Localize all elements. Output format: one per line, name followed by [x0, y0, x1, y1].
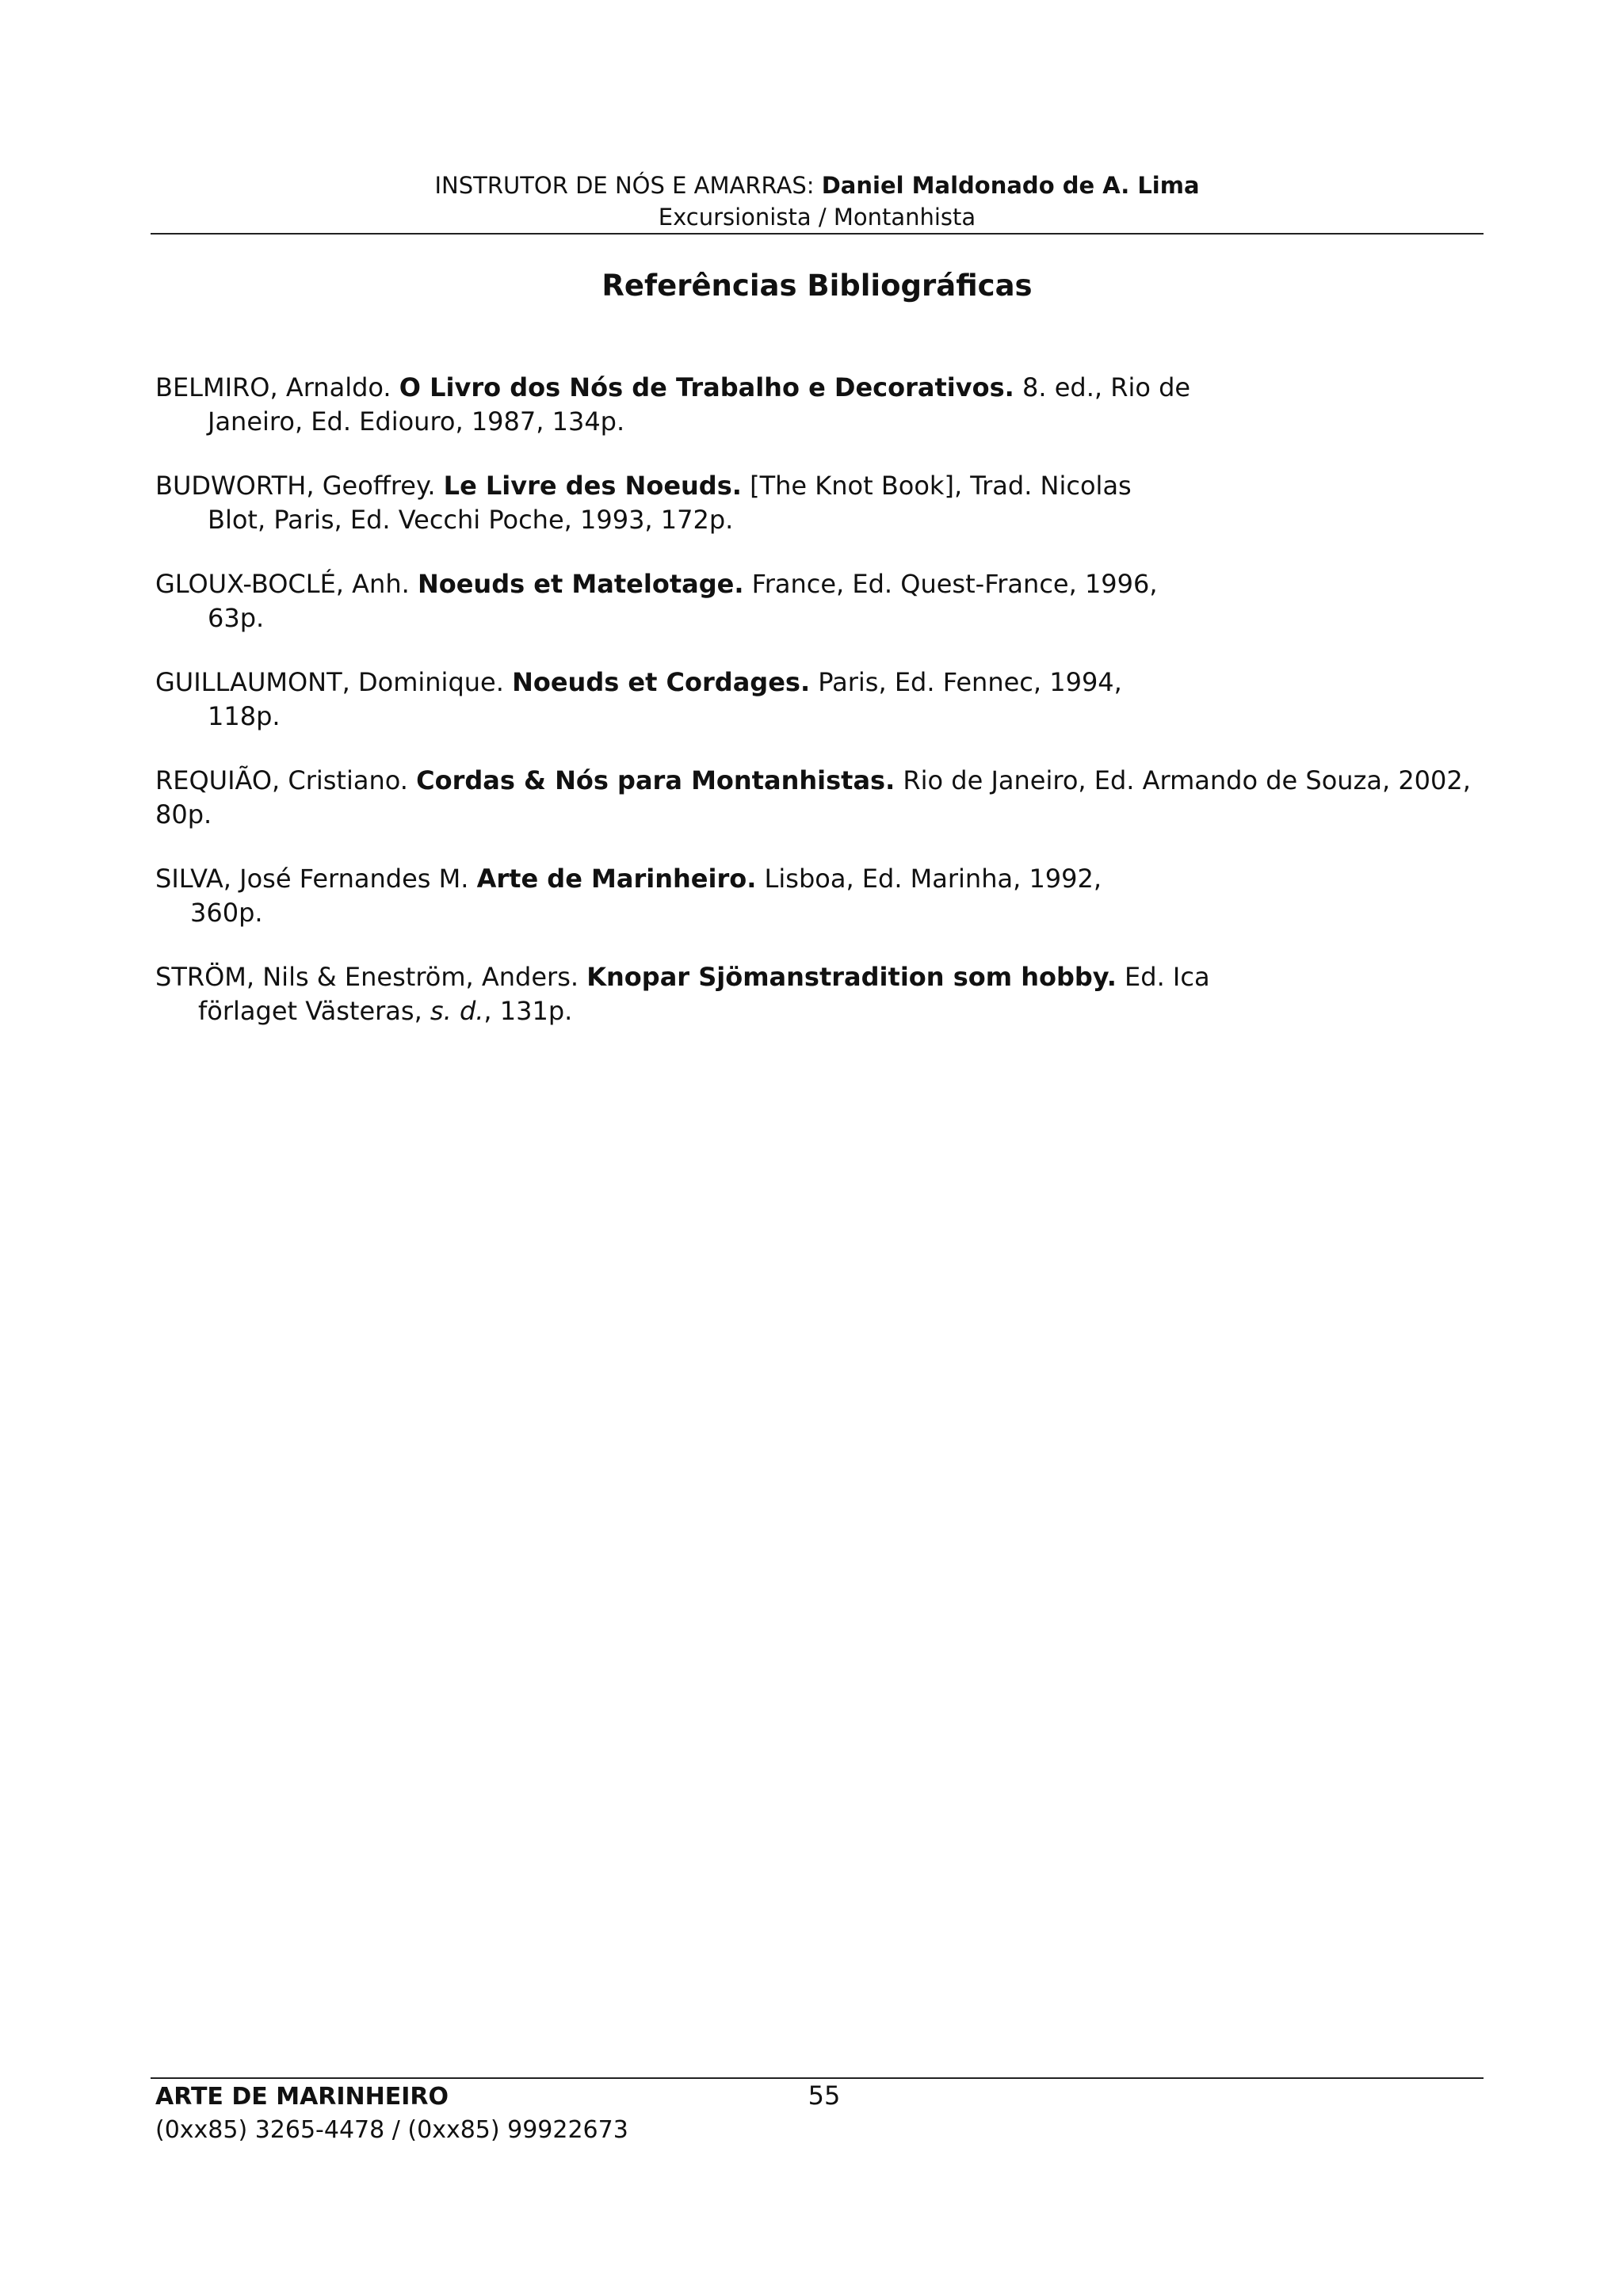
reference-title: Arte de Marinheiro.	[476, 864, 757, 894]
reference-continuation: Blot, Paris, Ed. Vecchi Poche, 1993, 172p.	[208, 505, 734, 535]
footer-book-title: ARTE DE MARINHEIRO	[155, 2083, 449, 2111]
reference-author: STRÖM, Nils & Eneström, Anders.	[155, 962, 587, 992]
page-number: 55	[808, 2081, 841, 2111]
reference-details: [The Knot Book], Trad. Nicolas	[741, 471, 1132, 501]
reference-author: BUDWORTH, Geoffrey.	[155, 471, 444, 501]
page-footer	[155, 2081, 628, 2147]
reference-continuation: 63p.	[208, 603, 265, 633]
reference-item	[155, 567, 1487, 635]
reference-item	[155, 764, 1487, 832]
header-course: INSTRUTOR DE NÓS E AMARRAS:	[434, 172, 822, 199]
reference-details: 8. ed., Rio de	[1014, 372, 1191, 402]
reference-continuation: 80p.	[155, 799, 212, 830]
header-author: Daniel Maldonado de A. Lima	[821, 172, 1200, 199]
footer-phones: (0xx85) 3265-4478 / (0xx85) 99922673	[155, 2116, 628, 2144]
header-line-1	[151, 170, 1484, 201]
reference-continuation	[155, 994, 1487, 1028]
reference-title: Le Livre des Noeuds.	[443, 471, 742, 501]
reference-details: Paris, Ed. Fennec, 1994,	[810, 667, 1122, 697]
reference-title: Knopar Sjömanstradition som hobby.	[586, 962, 1117, 992]
reference-continuation: 118p.	[208, 701, 281, 731]
reference-no-date: s. d.	[430, 996, 484, 1026]
reference-title: Noeuds et Cordages.	[512, 667, 811, 697]
reference-author: BELMIRO, Arnaldo.	[155, 372, 399, 402]
reference-author: SILVA, José Fernandes M.	[155, 864, 477, 894]
reference-details: Rio de Janeiro, Ed. Armando de Souza, 2002,	[895, 765, 1471, 795]
reference-pages: , 131p.	[483, 996, 573, 1026]
reference-item	[155, 666, 1487, 734]
reference-publisher: förlaget Västeras,	[198, 996, 430, 1026]
reference-item	[155, 371, 1487, 439]
reference-details: Lisboa, Ed. Marinha, 1992,	[756, 864, 1102, 894]
reference-author: GLOUX-BOCLÉ, Anh.	[155, 569, 418, 599]
page-title: Referências Bibliográficas	[601, 269, 1033, 303]
reference-continuation: 360p.	[190, 898, 263, 928]
reference-title: O Livro dos Nós de Trabalho e Decorativos.	[399, 372, 1014, 402]
header-line-2: Excursionista / Montanhista	[658, 204, 976, 231]
reference-details: France, Ed. Quest-France, 1996,	[743, 569, 1158, 599]
reference-item	[155, 960, 1487, 1028]
reference-details: Ed. Ica	[1116, 962, 1210, 992]
reference-list	[155, 371, 1487, 1058]
page-header	[151, 170, 1484, 233]
reference-author: GUILLAUMONT, Dominique.	[155, 667, 513, 697]
reference-title: Cordas & Nós para Montanhistas.	[416, 765, 896, 795]
reference-item	[155, 469, 1487, 537]
reference-item	[155, 862, 1487, 930]
reference-continuation: Janeiro, Ed. Ediouro, 1987, 134p.	[208, 406, 625, 437]
header-divider	[151, 233, 1484, 235]
reference-title: Noeuds et Matelotage.	[417, 569, 744, 599]
reference-author: REQUIÃO, Cristiano.	[155, 765, 417, 795]
